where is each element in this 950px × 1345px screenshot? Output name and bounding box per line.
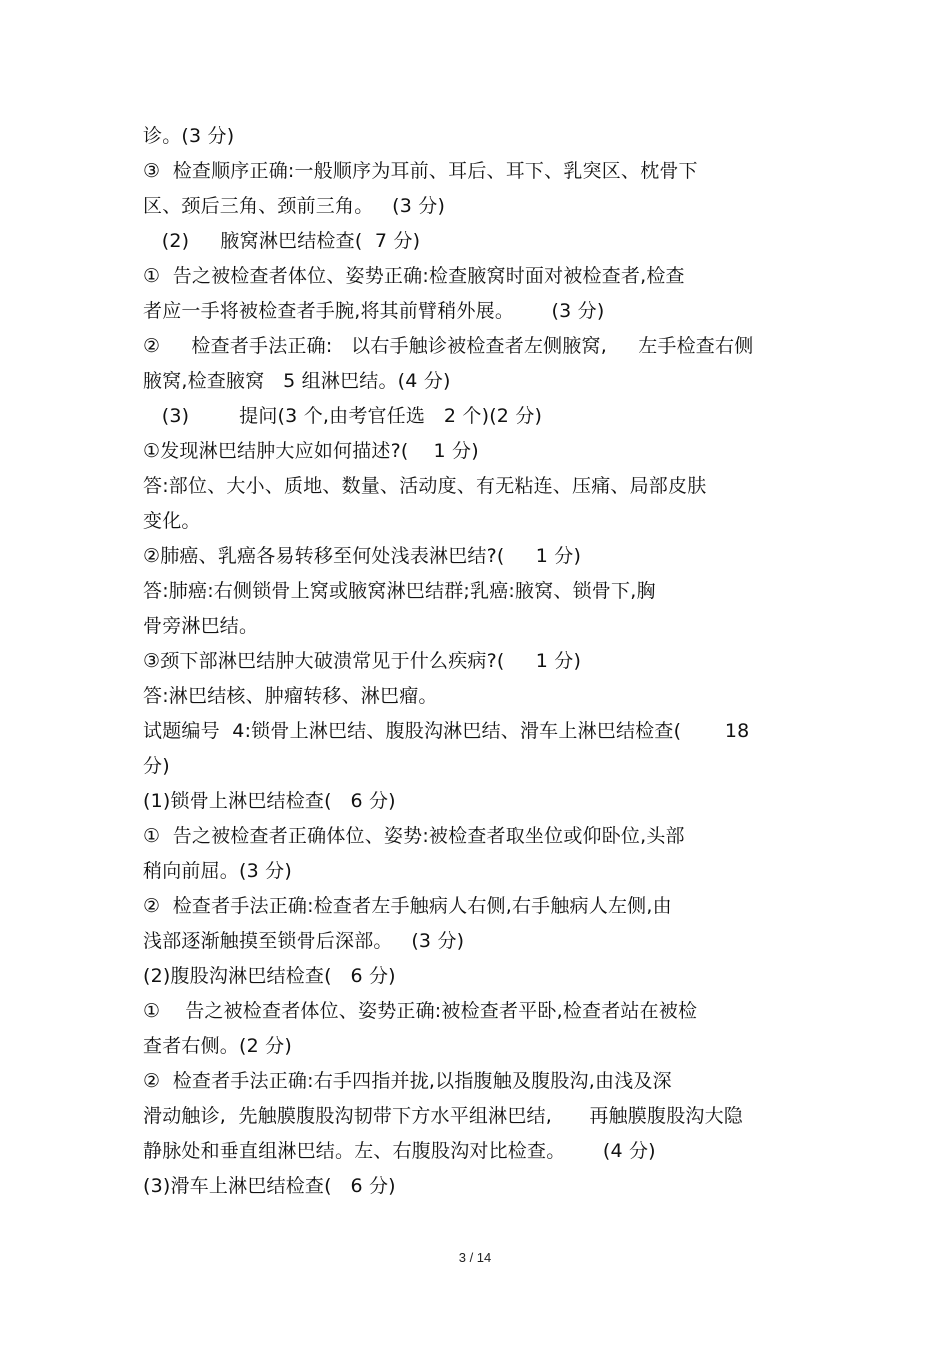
section-heading: (3) 提问(3 个,由考官任选 2 个)(2 分) <box>143 405 543 427</box>
text-line: ① 告之被检查者正确体位、姿势:被检查者取坐位或仰卧位,头部 <box>143 825 685 847</box>
text-line: 诊。(3 分) <box>143 125 235 147</box>
question-line: ①发现淋巴结肿大应如何描述?( 1 分) <box>143 440 479 462</box>
text-line: ① 告之被检查者体位、姿势正确:被检查者平卧,检查者站在被检 <box>143 1000 698 1022</box>
text-line: ③ 检查顺序正确:一般顺序为耳前、耳后、耳下、乳突区、枕骨下 <box>143 160 698 182</box>
text-line: ② 检查者手法正确:检查者左手触病人右侧,右手触病人左侧,由 <box>143 895 672 917</box>
section-heading: (2) 腋窝淋巴结检查( 7 分) <box>143 230 421 252</box>
answer-line: 答:淋巴结核、肿瘤转移、淋巴瘤。 <box>143 685 438 707</box>
question-line: ③颈下部淋巴结肿大破溃常见于什么疾病?( 1 分) <box>143 650 582 672</box>
text-line: 查者右侧。(2 分) <box>143 1035 292 1057</box>
text-line: 稍向前屈。(3 分) <box>143 860 292 882</box>
text-line: ② 检查者手法正确: 以右手触诊被检查者左侧腋窝, 左手检查右侧 <box>143 335 754 357</box>
text-line: 者应一手将被检查者手腕,将其前臂稍外展。 (3 分) <box>143 300 605 322</box>
answer-line: 骨旁淋巴结。 <box>143 615 259 637</box>
answer-line: 答:肺癌:右侧锁骨上窝或腋窝淋巴结群;乳癌:腋窝、锁骨下,胸 <box>143 580 656 602</box>
text-line: ① 告之被检查者体位、姿势正确:检查腋窝时面对被检查者,检查 <box>143 265 685 287</box>
section-heading: (1)锁骨上淋巴结检查( 6 分) <box>143 790 396 812</box>
text-line: 腋窝,检查腋窝 5 组淋巴结。(4 分) <box>143 370 451 392</box>
text-line: 静脉处和垂直组淋巴结。左、右腹股沟对比检查。 (4 分) <box>143 1140 656 1162</box>
section-heading: (3)滑车上淋巴结检查( 6 分) <box>143 1175 396 1197</box>
answer-line: 变化。 <box>143 510 201 532</box>
text-line: 浅部逐渐触摸至锁骨后深部。 (3 分) <box>143 930 465 952</box>
page-number: 3 / 14 <box>458 1250 492 1265</box>
question-line: ②肺癌、乳癌各易转移至何处浅表淋巴结?( 1 分) <box>143 545 582 567</box>
text-line: 区、颈后三角、颈前三角。 (3 分) <box>143 195 446 217</box>
answer-line: 答:部位、大小、质地、数量、活动度、有无粘连、压痛、局部皮肤 <box>143 475 707 497</box>
exam-item-title: 试题编号 4:锁骨上淋巴结、腹股沟淋巴结、滑车上淋巴结检查( 18 <box>143 720 750 742</box>
text-line: ② 检查者手法正确:右手四指并拢,以指腹触及腹股沟,由浅及深 <box>143 1070 672 1092</box>
text-line: 滑动触诊, 先触膜腹股沟韧带下方水平组淋巴结, 再触膜腹股沟大隐 <box>143 1105 743 1127</box>
exam-item-title: 分) <box>143 755 170 777</box>
page-content <box>143 119 823 1204</box>
section-heading: (2)腹股沟淋巴结检查( 6 分) <box>143 965 396 987</box>
